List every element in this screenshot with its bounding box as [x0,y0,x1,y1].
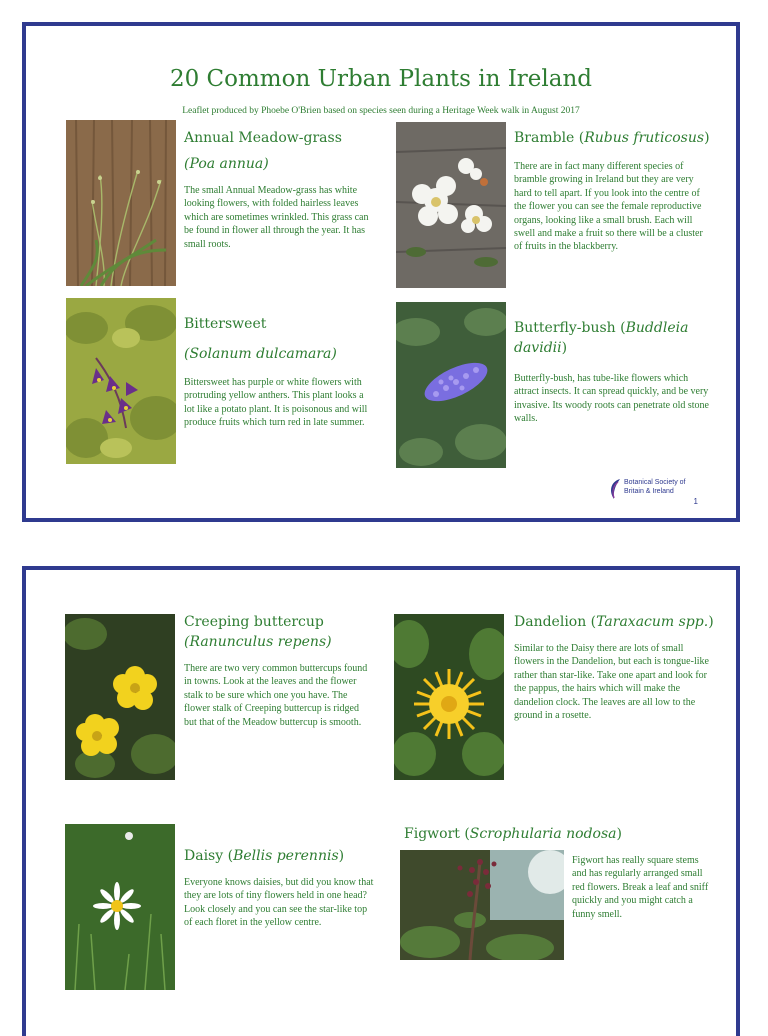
bramble-scientific-name: Rubus fruticosus [584,130,705,146]
figwort-photo [400,850,564,960]
bittersweet-common-name: Bittersweet [184,316,267,332]
bramble-description: There are in fact many different species of bramble growing in Ireland but they are very hard to tell apart. If you look into the centre of the flower you can see the female reproductive organs, looking like a small brush. Each will swell and make a fruit so there will be a cluster of fruits in the blackberry. [514,161,703,253]
creeping-buttercup-scientific-text: (Ranunculus repens) [184,634,332,650]
page-subtitle: Leaflet produced by Phoebe O'Brien based on species seen during a Heritage Week walk in August 2017 [182,106,580,116]
bittersweet-scientific-name [184,344,337,364]
annual-meadow-grass-description: The small Annual Meadow-grass has white looking flowers, with folded hairless leaves which are sometimes wrinkled. This grass can be found in flower all through the year. It has small roots. [184,185,369,250]
daisy-name [184,846,344,866]
creeping-buttercup-common-name: Creeping buttercup [184,614,324,630]
dandelion-name-close: ) [708,614,714,630]
dandelion-photo [394,614,504,780]
bramble-name-close: ) [704,130,710,146]
bittersweet-photo [66,298,176,464]
figwort-common-name: Figwort ( [404,826,470,842]
leaflet-page-2 [22,566,740,1036]
daisy-photo [65,824,175,990]
bsbi-logo-text: Botanical Society of Britain & Ireland [624,479,686,495]
dandelion-name [514,612,714,632]
figwort-name-close: ) [616,826,622,842]
butterfly-bush-name [514,318,709,358]
creeping-buttercup-scientific-name [184,632,332,652]
annual-meadow-grass-scientific-text: (Poa annua) [184,156,269,172]
daisy-scientific-name: Bellis perennis [233,848,339,864]
butterfly-bush-common-name: Butterfly-bush ( [514,320,626,336]
daisy-common-name: Daisy ( [184,848,234,864]
dandelion-common-name: Dandelion ( [514,614,597,630]
bramble-name [514,128,710,148]
creeping-buttercup-photo [65,614,175,780]
dandelion-scientific-name: Taraxacum spp. [596,614,709,630]
butterfly-bush-description: Butterfly-bush, has tube-like flowers which attract insects. It can spread quickly, and be very invasive. Its woody roots can penetrate old stone walls. [514,373,709,425]
figwort-description: Figwort has really square stems and has regularly arranged small red flowers. Break a leaf and sniff quickly and you might catch a funny smell. [572,855,709,920]
bittersweet-description: Bittersweet has purple or white flowers with protruding yellow anthers. This plant looks a lot like a potato plant. It is poisonous and will produce fruits which turn red in late summer. [184,377,368,429]
dandelion-description: Similar to the Daisy there are lots of small flowers in the Dandelion, but each is tongue-like rather than star-like. Take one apart and look for the pappus, the hairs which will make the dandelion clock. The leaves are all low to the ground in a rosette. [514,643,709,722]
butterfly-bush-photo [396,302,506,468]
bramble-photo [396,122,506,288]
annual-meadow-grass-common-name: Annual Meadow-grass [184,130,342,146]
creeping-buttercup-description: There are two very common buttercups found in towns. Look at the leaves and the flower stalk to be sure which one you have. The flower stalk of Creeping buttercup is ridged but that of the Meadow buttercup is smooth. [184,663,368,728]
bsbi-logo [608,476,696,506]
butterfly-bush-name-close: ) [561,340,568,356]
daisy-name-close: ) [338,848,345,864]
bsbi-leaf-icon [608,478,622,500]
leaflet-page-1 [22,22,740,522]
bramble-common-name: Bramble ( [514,130,585,146]
bittersweet-scientific-text: (Solanum dulcamara) [184,346,337,362]
page-title: 20 Common Urban Plants in Ireland [169,66,593,92]
annual-meadow-grass-scientific-name [184,154,269,174]
figwort-scientific-name: Scrophularia nodosa [469,826,617,842]
annual-meadow-grass-photo [66,120,176,286]
page-number: 1 [693,497,698,506]
figwort-name [404,824,622,844]
daisy-description: Everyone knows daisies, but did you know that they are lots of tiny flowers held in one head? Look closely and you can see the star-like top of each floret in the yellow centre. [184,877,374,929]
butterfly-bush-scientific-name: Buddleia davidii [514,320,689,356]
